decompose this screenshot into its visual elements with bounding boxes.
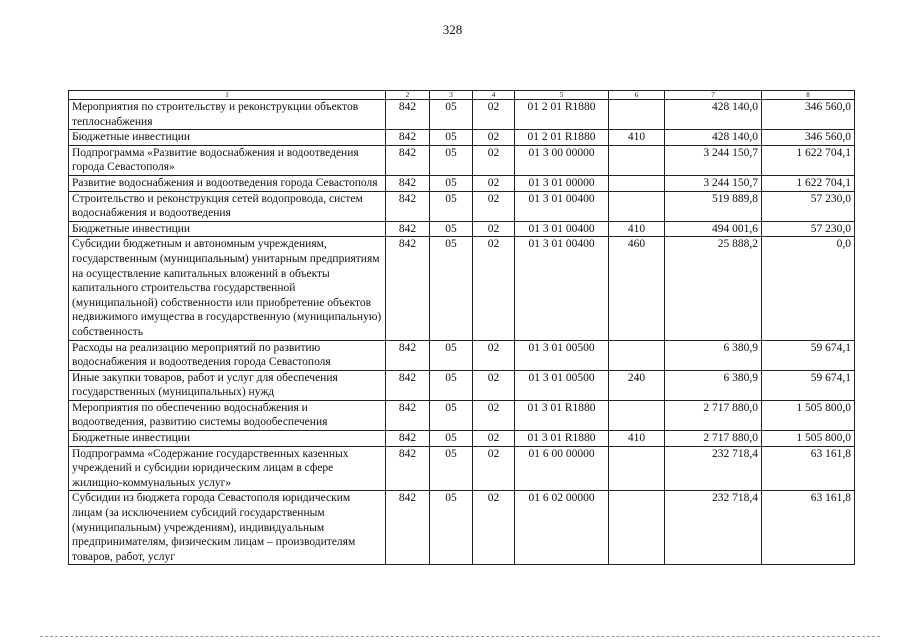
row-name-cell: Бюджетные инвестиции: [69, 221, 386, 237]
table-row: [69, 175, 855, 191]
target-article-cell: 01 2 01 R1880: [515, 100, 609, 130]
table-row: [69, 400, 855, 430]
amount-col8-cell: 63 161,8: [762, 446, 855, 491]
subsection-code-cell: 02: [473, 491, 515, 565]
section-code-cell: 05: [430, 400, 473, 430]
table-row: [69, 446, 855, 491]
table-row: [69, 100, 855, 130]
table-row: [69, 370, 855, 400]
column-number: 1: [69, 91, 386, 100]
section-code-cell: 05: [430, 237, 473, 340]
amount-col8-cell: 59 674,1: [762, 370, 855, 400]
column-number: 4: [473, 91, 515, 100]
amount-col7-cell: 25 888,2: [665, 237, 762, 340]
row-name-cell: Бюджетные инвестиции: [69, 431, 386, 447]
amount-col7-cell: 3 244 150,7: [665, 175, 762, 191]
target-article-cell: 01 3 01 00400: [515, 191, 609, 221]
amount-col7-cell: 6 380,9: [665, 340, 762, 370]
subsection-code-cell: 02: [473, 175, 515, 191]
subsection-code-cell: 02: [473, 237, 515, 340]
target-article-cell: 01 6 02 00000: [515, 491, 609, 565]
ministry-code-cell: 842: [386, 491, 430, 565]
amount-col8-cell: 0,0: [762, 237, 855, 340]
ministry-code-cell: 842: [386, 221, 430, 237]
section-code-cell: 05: [430, 175, 473, 191]
expense-type-cell: [609, 340, 665, 370]
table-row: [69, 491, 855, 565]
target-article-cell: 01 3 01 00500: [515, 370, 609, 400]
amount-col8-cell: 346 560,0: [762, 100, 855, 130]
ministry-code-cell: 842: [386, 191, 430, 221]
section-code-cell: 05: [430, 191, 473, 221]
subsection-code-cell: 02: [473, 446, 515, 491]
row-name-cell: Подпрограмма «Содержание государственных казенных учреждений и субсидии юридическим лицам в сфере жилищно-коммунальных услуг»: [69, 446, 386, 491]
row-name-cell: Развитие водоснабжения и водоотведения города Севастополя: [69, 175, 386, 191]
target-article-cell: 01 3 01 00500: [515, 340, 609, 370]
target-article-cell: 01 6 00 00000: [515, 446, 609, 491]
section-code-cell: 05: [430, 491, 473, 565]
target-article-cell: 01 3 01 00000: [515, 175, 609, 191]
expense-type-cell: 240: [609, 370, 665, 400]
section-code-cell: 05: [430, 370, 473, 400]
amount-col7-cell: 428 140,0: [665, 100, 762, 130]
amount-col7-cell: 428 140,0: [665, 130, 762, 146]
subsection-code-cell: 02: [473, 145, 515, 175]
subsection-code-cell: 02: [473, 221, 515, 237]
expense-type-cell: 410: [609, 431, 665, 447]
row-name-cell: Субсидии бюджетным и автономным учреждениям, государственным (муниципальным) унитарным предприятиям на осуществление капитальных вложений в объекты капитального строительства государственной (муниципальной) собственности или приобретение объектов недвижимого имущества в государственную (муниципальную) собственность: [69, 237, 386, 340]
section-code-cell: 05: [430, 130, 473, 146]
ministry-code-cell: 842: [386, 100, 430, 130]
expense-type-cell: [609, 400, 665, 430]
amount-col8-cell: 57 230,0: [762, 221, 855, 237]
table-row: [69, 145, 855, 175]
amount-col7-cell: 3 244 150,7: [665, 145, 762, 175]
target-article-cell: 01 3 01 00400: [515, 237, 609, 340]
ministry-code-cell: 842: [386, 130, 430, 146]
table-row: [69, 237, 855, 340]
amount-col7-cell: 232 718,4: [665, 491, 762, 565]
expense-type-cell: 410: [609, 221, 665, 237]
row-name-cell: Мероприятия по строительству и реконструкции объектов теплоснабжения: [69, 100, 386, 130]
section-code-cell: 05: [430, 145, 473, 175]
amount-col8-cell: 1 622 704,1: [762, 175, 855, 191]
column-number: 2: [386, 91, 430, 100]
table-row: [69, 431, 855, 447]
ministry-code-cell: 842: [386, 145, 430, 175]
ministry-code-cell: 842: [386, 446, 430, 491]
section-code-cell: 05: [430, 221, 473, 237]
expense-type-cell: 460: [609, 237, 665, 340]
table-row: [69, 130, 855, 146]
section-code-cell: 05: [430, 446, 473, 491]
table-row: [69, 221, 855, 237]
expense-type-cell: [609, 191, 665, 221]
subsection-code-cell: 02: [473, 130, 515, 146]
column-number: 6: [609, 91, 665, 100]
expense-type-cell: [609, 175, 665, 191]
expense-type-cell: 410: [609, 130, 665, 146]
amount-col8-cell: 346 560,0: [762, 130, 855, 146]
target-article-cell: 01 2 01 R1880: [515, 130, 609, 146]
row-name-cell: Субсидии из бюджета города Севастополя юридическим лицам (за исключением субсидий государственным (муниципальным) учреждениям), индивидуальным предпринимателям, физическим лицам – производителям товаров, работ, услуг: [69, 491, 386, 565]
amount-col8-cell: 63 161,8: [762, 491, 855, 565]
ministry-code-cell: 842: [386, 237, 430, 340]
table-body: [69, 100, 855, 565]
expense-type-cell: [609, 145, 665, 175]
row-name-cell: Расходы на реализацию мероприятий по развитию водоснабжения и водоотведения города Севастополя: [69, 340, 386, 370]
row-name-cell: Иные закупки товаров, работ и услуг для обеспечения государственных (муниципальных) нужд: [69, 370, 386, 400]
amount-col7-cell: 6 380,9: [665, 370, 762, 400]
ministry-code-cell: 842: [386, 370, 430, 400]
amount-col7-cell: 519 889,8: [665, 191, 762, 221]
column-number: 5: [515, 91, 609, 100]
amount-col7-cell: 2 717 880,0: [665, 431, 762, 447]
subsection-code-cell: 02: [473, 340, 515, 370]
ministry-code-cell: 842: [386, 340, 430, 370]
amount-col7-cell: 232 718,4: [665, 446, 762, 491]
section-code-cell: 05: [430, 100, 473, 130]
target-article-cell: 01 3 00 00000: [515, 145, 609, 175]
expense-type-cell: [609, 100, 665, 130]
scan-edge-line: [40, 636, 880, 637]
page-number: 328: [442, 22, 463, 37]
subsection-code-cell: 02: [473, 100, 515, 130]
amount-col8-cell: 1 505 800,0: [762, 400, 855, 430]
amount-col8-cell: 59 674,1: [762, 340, 855, 370]
ministry-code-cell: 842: [386, 175, 430, 191]
subsection-code-cell: 02: [473, 191, 515, 221]
subsection-code-cell: 02: [473, 431, 515, 447]
subsection-code-cell: 02: [473, 400, 515, 430]
column-number: 8: [762, 91, 855, 100]
row-name-cell: Подпрограмма «Развитие водоснабжения и водоотведения города Севастополя»: [69, 145, 386, 175]
amount-col8-cell: 1 505 800,0: [762, 431, 855, 447]
target-article-cell: 01 3 01 00400: [515, 221, 609, 237]
ministry-code-cell: 842: [386, 431, 430, 447]
budget-table: [68, 90, 855, 565]
amount-col7-cell: 494 001,6: [665, 221, 762, 237]
amount-col8-cell: 57 230,0: [762, 191, 855, 221]
row-name-cell: Мероприятия по обеспечению водоснабжения и водоотведения, развитию системы водообеспечения: [69, 400, 386, 430]
column-number: 7: [665, 91, 762, 100]
subsection-code-cell: 02: [473, 370, 515, 400]
target-article-cell: 01 3 01 R1880: [515, 400, 609, 430]
expense-type-cell: [609, 491, 665, 565]
ministry-code-cell: 842: [386, 400, 430, 430]
row-name-cell: Строительство и реконструкция сетей водопровода, систем водоснабжения и водоотведения: [69, 191, 386, 221]
column-number-row: [69, 91, 855, 100]
amount-col7-cell: 2 717 880,0: [665, 400, 762, 430]
table-row: [69, 191, 855, 221]
amount-col8-cell: 1 622 704,1: [762, 145, 855, 175]
section-code-cell: 05: [430, 340, 473, 370]
section-code-cell: 05: [430, 431, 473, 447]
column-number: 3: [430, 91, 473, 100]
expense-type-cell: [609, 446, 665, 491]
table-row: [69, 340, 855, 370]
row-name-cell: Бюджетные инвестиции: [69, 130, 386, 146]
target-article-cell: 01 3 01 R1880: [515, 431, 609, 447]
